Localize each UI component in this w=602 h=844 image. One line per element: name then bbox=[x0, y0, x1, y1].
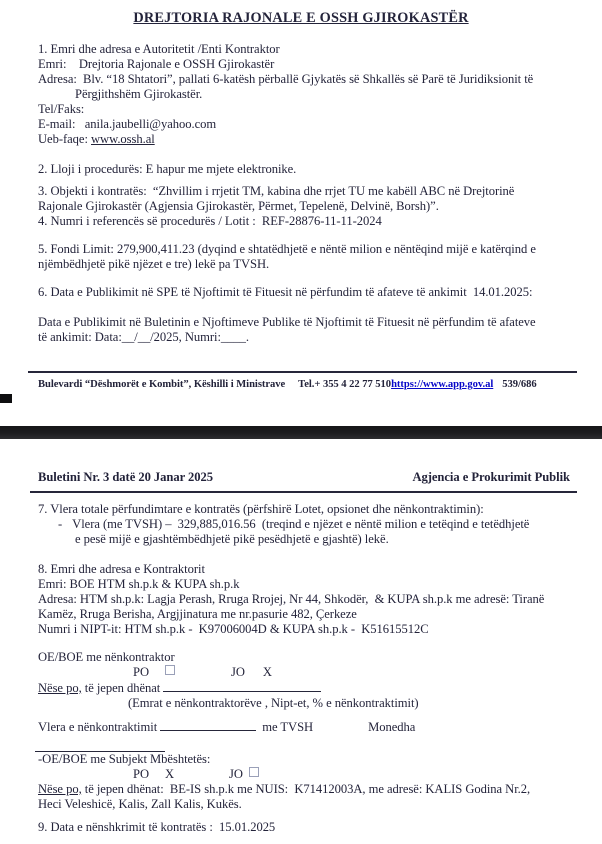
po-label-2: PO bbox=[133, 767, 149, 781]
section3-line1: 3. Objekti i kontratës: “Zhvillim i rrjetit TM, kabina dhe rrjet TU me kabëll ABC në Drejtorinë bbox=[38, 184, 515, 198]
supporting-po-jo-row bbox=[38, 767, 578, 782]
section6-line: 6. Data e Publikimit në SPE të Njoftimit të Fituesit në përfundim të afateve të ankimit 14.01.2025: bbox=[38, 285, 533, 299]
subcontractor-hint: (Emrat e nënkontraktorëve , Nipt-et, % e nënkontraktimit) bbox=[128, 696, 419, 710]
nese-po-line2 bbox=[38, 782, 578, 797]
section2-line: 2. Lloji i procedurës: E hapur me mjete elektronike. bbox=[38, 162, 297, 176]
subcontract-value-label: Vlera e nënkontraktimit bbox=[38, 720, 161, 734]
section8-heading: 8. Emri dhe adresa e Kontraktorit bbox=[38, 562, 205, 576]
nese-po-line1 bbox=[38, 680, 578, 696]
header-divider bbox=[30, 491, 577, 493]
bullet-dash: - bbox=[58, 517, 63, 531]
po-checkbox bbox=[165, 665, 175, 675]
contractor-name: Emri: BOE HTM sh.p.k & KUPA sh.p.k bbox=[38, 577, 240, 591]
po-x-mark: X bbox=[165, 767, 175, 781]
footer-row bbox=[28, 377, 577, 392]
subcontractor-data-blank bbox=[163, 680, 321, 692]
jo-label: JO bbox=[231, 665, 245, 679]
page2-header bbox=[38, 470, 570, 485]
bulletin-header-left: Buletini Nr. 3 datë 20 Janar 2025 bbox=[38, 470, 214, 484]
scan-artifact bbox=[0, 394, 12, 403]
contractor-nipt: Numri i NIPT-it: HTM sh.p.k - K97006004D & KUPA sh.p.k - K51615512C bbox=[38, 622, 429, 636]
section5-line2: njëmbëdhjetë pikë njëzet e tre) lekë pa TVSH. bbox=[38, 257, 270, 271]
web-label: Ueb-faqe: bbox=[38, 132, 91, 146]
footer-telephone: Tel.+ 355 4 22 77 510 bbox=[298, 379, 392, 390]
app-gov-link[interactable]: https://www.app.gov.al bbox=[391, 379, 494, 390]
blank-rule bbox=[35, 742, 165, 752]
section9-line: 9. Data e nënshkrimit të kontratës : 15.01.2025 bbox=[38, 820, 276, 834]
page-separator bbox=[0, 426, 602, 439]
email-line: E-mail: anila.jaubelli@yahoo.com bbox=[38, 117, 217, 131]
authority-name: Emri: Drejtoria Rajonale e OSSH Gjirokastër bbox=[38, 57, 275, 71]
footer-address: Bulevardi “Dëshmorët e Kombit”, Këshilli i Ministrave bbox=[38, 379, 286, 390]
jo-x-mark: X bbox=[262, 665, 272, 679]
nese-po-rest: të jepen dhënat bbox=[81, 681, 164, 695]
ossh-website-link[interactable]: www.ossh.al bbox=[91, 132, 155, 146]
section7-value-line2: e pesë mijë e gjashtëmbëdhjetë pikë pesëdhjetë e gjashtë) lekë. bbox=[75, 532, 389, 546]
currency-label: Monedha bbox=[368, 720, 416, 734]
section4-line: 4. Numri i referencës së procedurës / Lotit : REF-28876-11-11-2024 bbox=[38, 214, 382, 228]
subcontract-value-row bbox=[38, 719, 578, 735]
section5-line1: 5. Fondi Limit: 279,900,411.23 (dyqind e shtatëdhjetë e nëntë milion e nëntëqind mijë e katërqind e bbox=[38, 242, 536, 256]
tvsh-label: me TVSH bbox=[262, 720, 314, 734]
section1-heading: 1. Emri dhe adresa e Autoritetit /Enti Kontraktor bbox=[38, 42, 280, 56]
page1-footer bbox=[28, 371, 577, 392]
footer-page-number: 539/686 bbox=[502, 379, 537, 390]
web-line bbox=[38, 132, 578, 147]
subcontractor-heading: OE/BOE me nënkontraktor bbox=[38, 650, 175, 664]
nese-po-underlined-2: Nëse po, bbox=[38, 782, 82, 796]
section7-value-line1 bbox=[38, 517, 578, 532]
bulletin-header-right: Agjencia e Prokurimit Publik bbox=[412, 470, 570, 484]
jo-checkbox bbox=[249, 767, 259, 777]
supporting-subject-address: Heci Veleshicë, Kalis, Zall Kalis, Kukës. bbox=[38, 797, 242, 811]
po-label: PO bbox=[133, 665, 149, 679]
subcontract-value-blank bbox=[160, 719, 256, 731]
section7-heading: 7. Vlera totale përfundimtare e kontratës (përfshirë Lotet, opsionet dhe nënkontraktimin): bbox=[38, 502, 484, 516]
section6b-line1: Data e Publikimit në Buletinin e Njoftimeve Publike të Njoftimit të Fituesit në përfundim të afateve bbox=[38, 315, 536, 329]
contract-value: Vlera (me TVSH) – 329,885,016.56 (treqind e njëzet e nëntë milion e tetëqind e tetëdhjetë bbox=[72, 517, 530, 531]
section6b-line2: të ankimit: Data:__/__/2025, Numri:____. bbox=[38, 330, 250, 344]
authority-address-line1: Adresa: Blv. “18 Shtatori”, pallati 6-katësh përballë Gjykatës së Shkallës së Parë të Juridiksionit të bbox=[38, 72, 534, 86]
page2-body bbox=[38, 502, 578, 835]
authority-address-line2: Përgjithshëm Gjirokastër. bbox=[75, 87, 203, 101]
contractor-address-line1: Adresa: HTM sh.p.k: Lagja Perash, Rruga Rrojej, Nr 44, Shkodër, & KUPA sh.p.k me adresë: Tiranë bbox=[38, 592, 545, 606]
supporting-subject-heading: -OE/BOE me Subjekt Mbështetës: bbox=[38, 752, 211, 766]
supporting-subject-data: të jepen dhënat: BE-IS sh.p.k me NUIS: K71412003A, me adresë: KALIS Godina Nr.2, bbox=[81, 782, 531, 796]
contractor-address-line2: Kamëz, Rruga Berisha, Argjjinatura me nr.pasurie 482, Çerkeze bbox=[38, 607, 357, 621]
tel-faks-label: Tel/Faks: bbox=[38, 102, 85, 116]
nese-po-underlined: Nëse po, bbox=[38, 681, 82, 695]
jo-label-2: JO bbox=[229, 767, 243, 781]
page1-body bbox=[38, 42, 578, 345]
document-title: DREJTORIA RAJONALE E OSSH GJIROKASTËR bbox=[133, 10, 469, 26]
subcontractor-po-jo-row bbox=[38, 665, 578, 680]
section3-line2: Rajonale Gjirokastër (Agjensia Gjirokastër, Përmet, Tepelenë, Delvinë, Borsh)”. bbox=[38, 199, 439, 213]
